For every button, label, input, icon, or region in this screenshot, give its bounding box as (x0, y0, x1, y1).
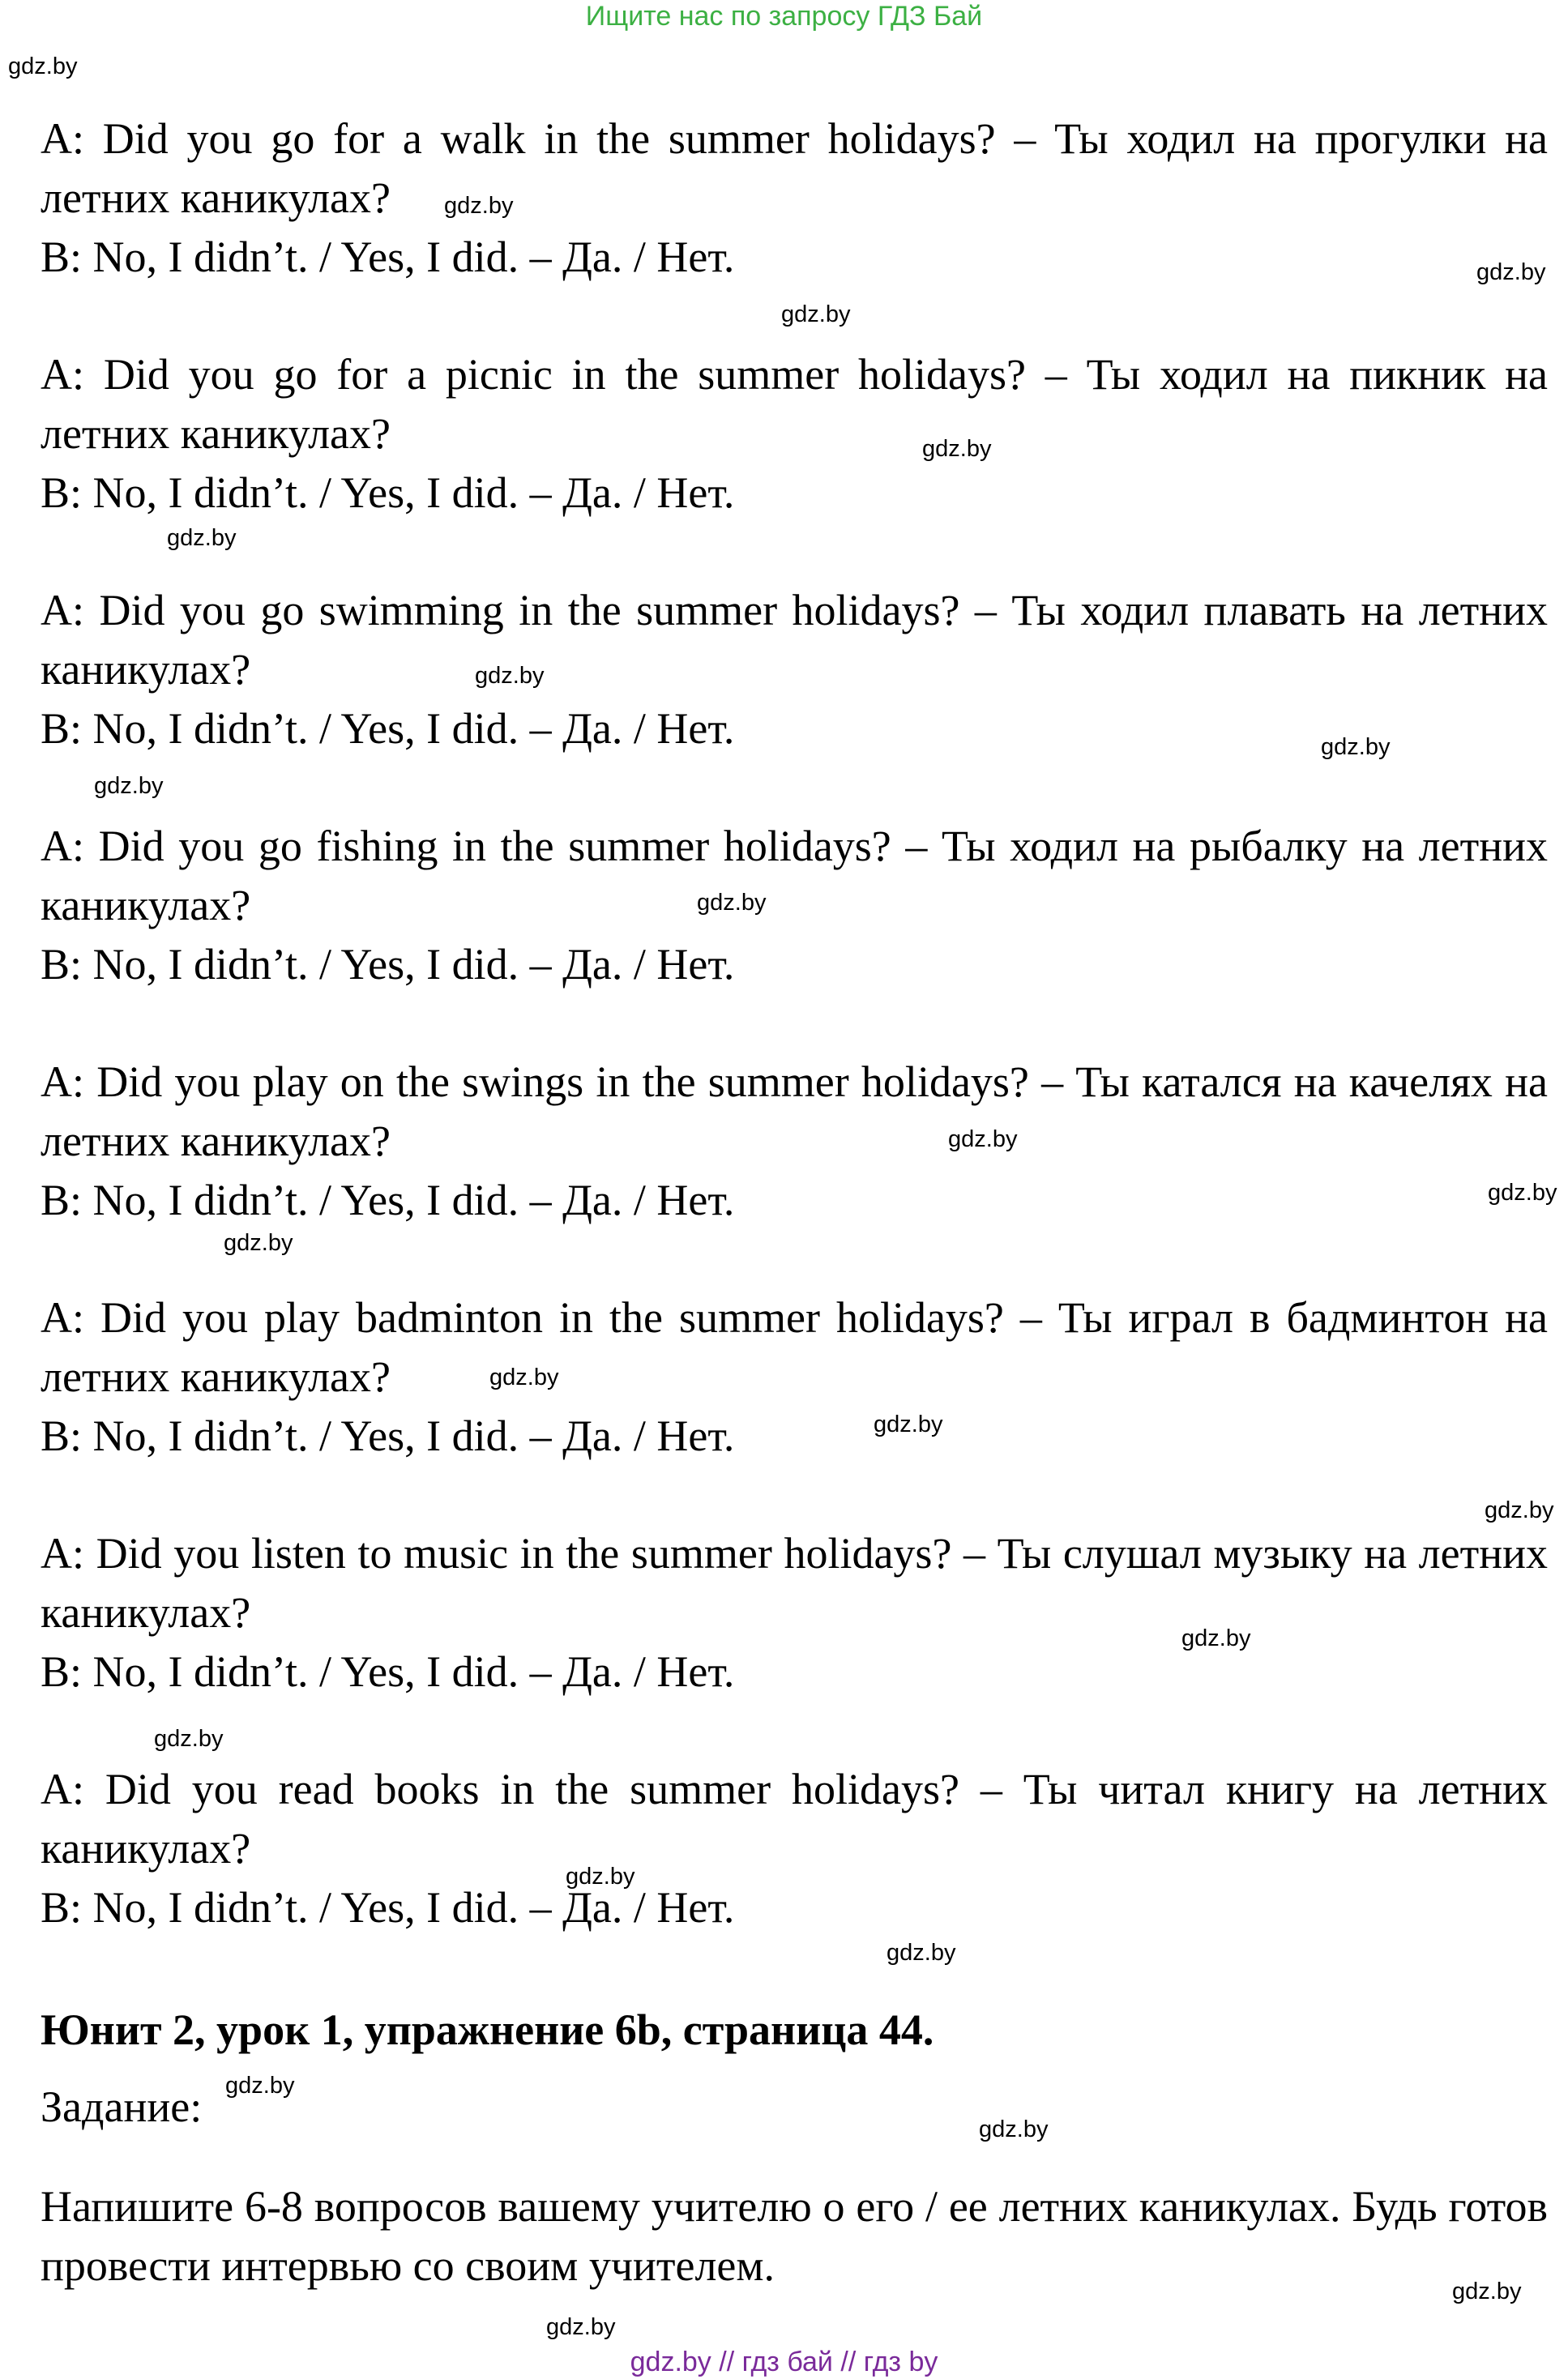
question-line: A: Did you play badminton in the summer holidays? – Ты играл в бадминтон на летних каникулах? (41, 1293, 1548, 1401)
answer-line: B: No, I didn’t. / Yes, I did. – Да. / Нет. (41, 704, 735, 753)
watermark: gdz.by (1181, 1625, 1251, 1651)
watermark: gdz.by (979, 2116, 1049, 2142)
watermark: gdz.by (887, 1940, 956, 1966)
footer-links: gdz.by // гдз бай // гдз by (630, 2347, 938, 2377)
dialogue-1 (41, 109, 1548, 287)
question-line: A: Did you go swimming in the summer holidays? – Ты ходил плавать на летних каникулах? (41, 586, 1548, 694)
question-line: A: Did you go for a picnic in the summer holidays? – Ты ходил на пикник на летних каникулах? (41, 350, 1548, 458)
answer-line: B: No, I didn’t. / Yes, I did. – Да. / Нет. (41, 233, 735, 281)
watermark: gdz.by (697, 890, 767, 916)
watermark: gdz.by (225, 2073, 295, 2099)
watermark: gdz.by (8, 53, 78, 79)
watermark: gdz.by (475, 663, 545, 689)
watermark: gdz.by (154, 1726, 224, 1752)
question-line: A: Did you go for a walk in the summer holidays? – Ты ходил на прогулки на летних каникулах? (41, 114, 1548, 222)
question-line: A: Did you listen to music in the summer holidays? – Ты слушал музыку на летних каникулах? (41, 1529, 1548, 1637)
document-body (41, 109, 1548, 2339)
answer-line: B: No, I didn’t. / Yes, I did. – Да. / Нет. (41, 1647, 735, 1696)
top-banner: Ищите нас по запросу ГДЗ Бай (585, 1, 983, 32)
dialogue-2 (41, 345, 1548, 523)
dialogue-6 (41, 1288, 1548, 1466)
watermark: gdz.by (874, 1412, 943, 1437)
answer-line: B: No, I didn’t. / Yes, I did. – Да. / Нет. (41, 1883, 735, 1932)
watermark: gdz.by (546, 2314, 616, 2340)
dialogue-3 (41, 581, 1548, 758)
watermark: gdz.by (1321, 734, 1391, 760)
task-text: Напишите 6-8 вопросов вашему учителю о его / ее летних каникулах. Будь готов провести интервью со своим учителем. (41, 2182, 1548, 2290)
answer-line: B: No, I didn’t. / Yes, I did. – Да. / Нет. (41, 1176, 735, 1224)
answer-line: B: No, I didn’t. / Yes, I did. – Да. / Нет. (41, 468, 735, 517)
watermark: gdz.by (444, 193, 514, 219)
dialogue-4 (41, 817, 1548, 994)
watermark: gdz.by (1452, 2279, 1522, 2304)
watermark: gdz.by (781, 301, 851, 327)
answer-line: B: No, I didn’t. / Yes, I did. – Да. / Нет. (41, 1412, 735, 1460)
section-heading: Юнит 2, урок 1, упражнение 6b, страница 44. (41, 2005, 934, 2054)
question-line: A: Did you read books in the summer holidays? – Ты читал книгу на летних каникулах? (41, 1765, 1548, 1873)
watermark: gdz.by (489, 1365, 559, 1390)
watermark: gdz.by (224, 1230, 293, 1256)
watermark: gdz.by (1488, 1180, 1557, 1206)
watermark: gdz.by (922, 436, 992, 462)
dialogue-8 (41, 1760, 1548, 1937)
watermark: gdz.by (566, 1864, 635, 1890)
watermark: gdz.by (948, 1126, 1018, 1152)
dialogue-5 (41, 1053, 1548, 1230)
watermark: gdz.by (1476, 259, 1546, 285)
answer-line: B: No, I didn’t. / Yes, I did. – Да. / Нет. (41, 940, 735, 989)
question-line: A: Did you go fishing in the summer holidays? – Ты ходил на рыбалку на летних каникулах? (41, 822, 1548, 929)
task-label: Задание: (41, 2082, 203, 2131)
watermark: gdz.by (167, 525, 237, 551)
watermark: gdz.by (94, 773, 164, 799)
question-line: A: Did you play on the swings in the summer holidays? – Ты катался на качелях на летних каникулах? (41, 1057, 1548, 1165)
dialogue-7 (41, 1524, 1548, 1702)
watermark: gdz.by (1485, 1497, 1554, 1523)
